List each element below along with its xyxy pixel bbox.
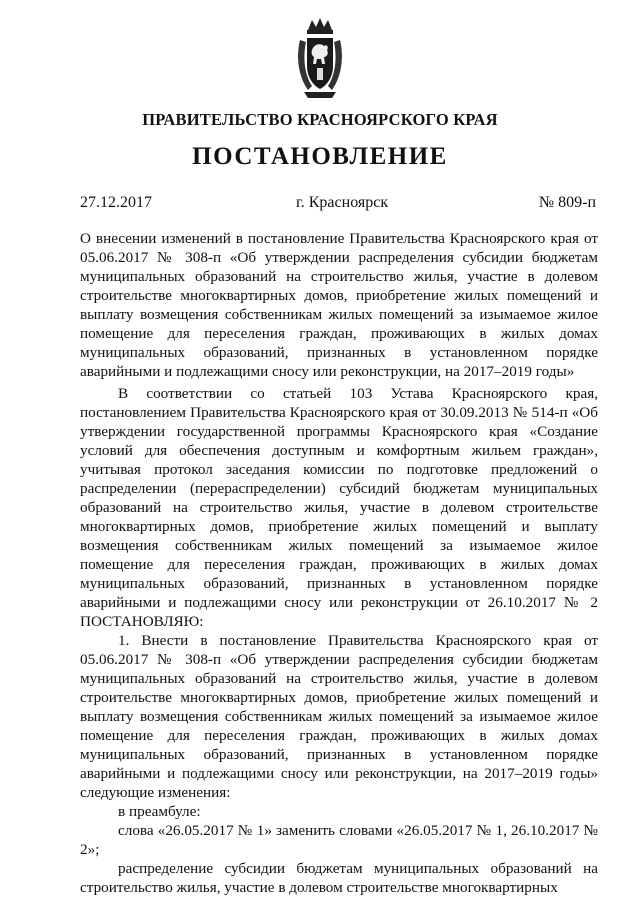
item-1-paragraph: 1. Внести в постановление Правительства Красноярского края от 05.06.2017 № 308-п «Об утверждении распределения субсидии бюджетам муниципальных образований на строительство жилья, участие в долевом строительстве многоквартирных домов, приобретение жилых помещений и выплату возмещения собственникам жилых помещений за изымаемое жилое помещение для переселения граждан, проживающих в жилых домах муниципальных образований, признанных в установленном порядке аварийными и подлежащими сносу или реконструкции, на 2017–2019 годы» следующие изменения: xyxy=(80,632,598,801)
document-meta xyxy=(80,194,596,214)
document-date: 27.12.2017 xyxy=(80,194,152,211)
document-type: ПОСТАНОВЛЕНИЕ xyxy=(192,143,448,170)
document-number: № 809-п xyxy=(538,194,596,211)
document-city: г. Красноярск xyxy=(296,194,389,211)
in-preamble-paragraph: в преамбуле: xyxy=(118,803,201,820)
document-title xyxy=(80,229,598,381)
distribution-paragraph: распределение субсидии бюджетам муниципальных образований на строительство жилья, участие в долевом строительстве многоквартирных xyxy=(80,860,598,896)
krasnoyarsk-coat-of-arms-icon xyxy=(294,16,346,100)
preamble-paragraph: В соответствии со статьей 103 Устава Красноярского края, постановлением Правительства Красноярского края от 30.09.2013 № 514-п «Об утверждении государственной программы Красноярского края «Создание условий для обеспечения доступным и комфортным жильем граждан», учитывая протокол заседания комиссии по подготовке предложений о распределении (перераспределении) субсидий бюджетам муниципальных образований на строительство жилья, участие в долевом строительстве многоквартирных домов, приобретение жилых помещений и выплату возмещения собственникам жилых помещений за изымаемое жилое помещение для переселения граждан, проживающих в жилых домах муниципальных образований, признанных в установленном порядке аварийными и подлежащими сносу или реконструкции от 26.10.2017 № 2 ПОСТАНОВЛЯЮ: xyxy=(80,385,598,630)
document-body xyxy=(80,384,598,897)
replace-words-paragraph: слова «26.05.2017 № 1» заменить словами «26.05.2017 № 1, 26.10.2017 № 2»; xyxy=(80,822,598,858)
organization-name: ПРАВИТЕЛЬСТВО КРАСНОЯРСКОГО КРАЯ xyxy=(142,110,498,129)
document-title-text: О внесении изменений в постановление Правительства Красноярского края от 05.06.2017 № 308-п «Об утверждении распределения субсидии бюджетам муниципальных образований на строительство жилья, участие в долевом строительстве многоквартирных домов, приобретение жилых помещений и выплату возмещения собственникам жилых помещений за изымаемое жилое помещение для переселения граждан, проживающих в жилых домах муниципальных образований, признанных в установленном порядке аварийными и подлежащими сносу или реконструкции, на 2017–2019 годы» xyxy=(80,230,598,380)
